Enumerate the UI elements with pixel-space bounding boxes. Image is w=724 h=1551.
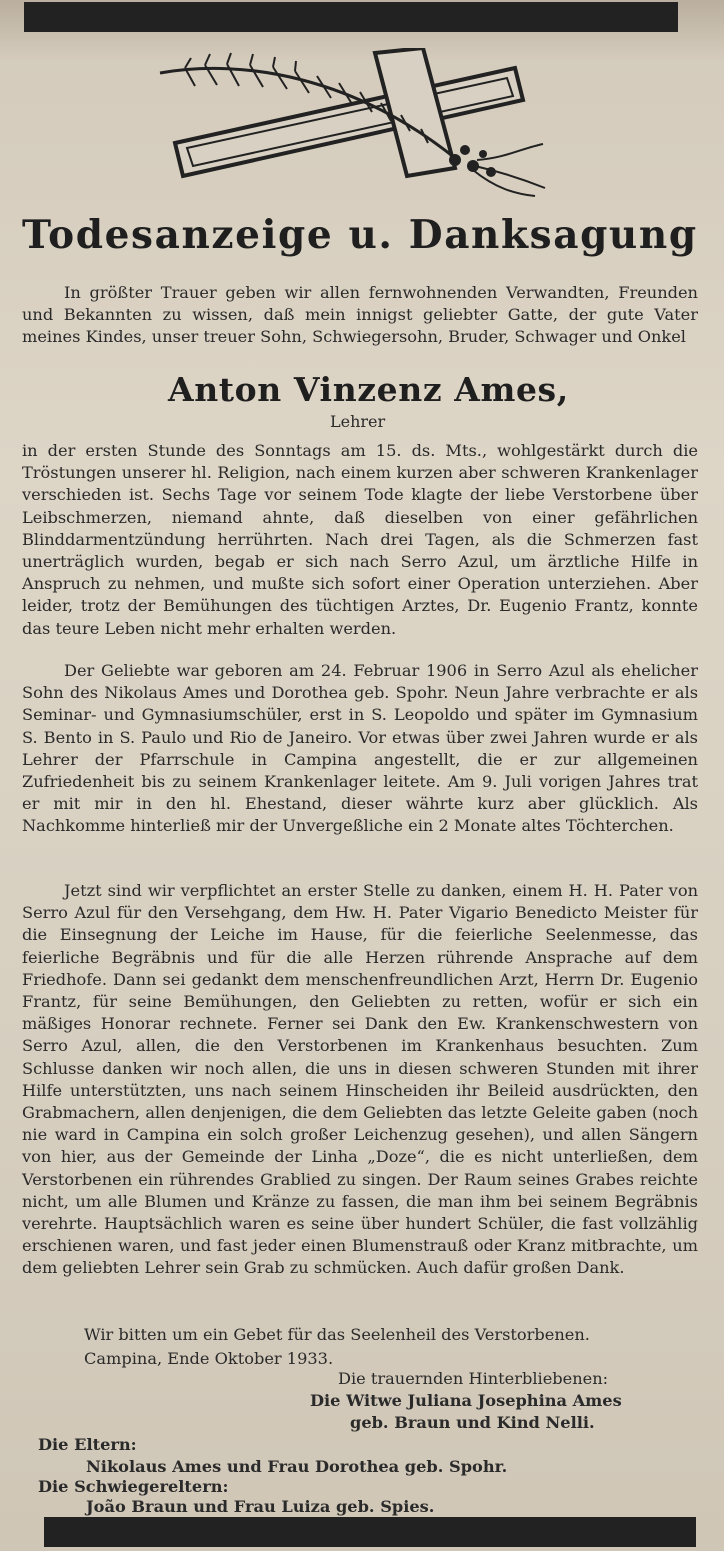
biography-paragraph: Der Geliebte war geboren am 24. Februar 1906 in Serro Azul als ehelicher Sohn des Nikolaus Ames und Dorothea geb. Spohr. Neun Jahre verbrachte er als Seminar- und Gymnasiumschüler, erst in S. Leopoldo und später im Gymnasium S. Bento in S. Paulo und Rio de Janeiro. Vor etwas über zwei Jahren wurde er als Lehrer der Pfarrschule in Campina angestellt, die er zur allgemeinen Zufriedenheit bis zu seinem Krankenlager leitete. Am 9. Juli vorigen Jahres trat er mit mir in den hl. Ehestand, dieser währte kurz aber glücklich. Als Nachkomme hinterließ mir der Unvergeßliche ein 2 Monate altes Töchterchen.: [22, 661, 698, 836]
in-laws-heading: Die Schwiegereltern:: [38, 1477, 229, 1496]
parents-heading: Die Eltern:: [38, 1435, 137, 1454]
mourners-heading: Die trauernden Hinterbliebenen:: [338, 1369, 609, 1388]
thanks-paragraph: Jetzt sind wir verpflichtet an erster Stelle zu danken, einem H. H. Pater von Serro Azul für den Versehgang, dem Hw. H. Pater Vigario Benedicto Meister für die Einsegnung der Leiche im Hause, für die feierliche Seelenmesse, das feierliche Begräbnis und für die alle Herzen rührende Ansprache auf dem Friedhofe. Dann sei gedankt dem menschenfreundlichen Arzt, Herrn Dr. Eugenio Frantz, für seine Bemühungen, den Geliebten zu retten, wofür er sich ein mäßiges Honorar rechnete. Ferner sei Dank den Ew. Krankenschwestern von Serro Azul, allen, die den Verstorbenen im Krankenhaus besuchten. Zum Schlusse danken wir noch allen, die uns in diesen schweren Stunden mit ihrer Hilfe unterstützten, uns nach seinem Hinscheiden ihr Beileid ausdrückten, den Grabmachern, allen denjenigen, die dem Geliebten das letzte Geleite gaben (noch nie ward in Campina ein solch großer Leichenzug gesehen), und allen Sängern von hier, aus der Gemeinde der Linha „Doze“, die es nicht unterließen, dem Verstorbenen ein rührendes Grablied zu singen. Der Raum seines Grabes reichte nicht, um alle Blumen und Kränze zu fassen, die man ihm bei seinem Begräbnis verehrte. Hauptsächlich waren es seine über hundert Schüler, die fast vollzählig erschienen waren, und fast jeder einen Blumenstrauß oder Kranz mitbrachte, um dem geliebten Lehrer sein Grab zu schmücken. Auch dafür großen Dank.: [22, 881, 698, 1278]
place-date: Campina, Ende Oktober 1933.: [84, 1349, 334, 1368]
in-laws-names: João Braun und Frau Luiza geb. Spies.: [86, 1497, 435, 1516]
top-mourning-rule: [24, 2, 678, 32]
page-title: Todesanzeige u. Danksagung: [22, 212, 698, 258]
intro-paragraph: In größter Trauer geben wir allen fernwohnenden Verwandten, Freunden und Bekannten zu wissen, daß mein innigst geliebter Gatte, der gute Vater meines Kindes, unser treuer Sohn, Schwiegersohn, Bruder, Schwager und Onkel: [22, 283, 698, 347]
cross-and-palm-icon: [155, 48, 550, 198]
death-paragraph: in der ersten Stunde des Sonntags am 15. ds. Mts., wohlgestärkt durch die Tröstungen unserer hl. Religion, nach einem kurzen aber schweren Krankenlager verschieden ist. Sechs Tage vor seinem Tode klagte der liebe Verstorbene über Leibschmerzen, niemand ahnte, daß dieselben von einer gefährlichen Blinddarmentzündung herrührten. Nach drei Tagen, als die Schmerzen fast unerträglich wurden, begab er sich nach Serro Azul, um ärztliche Hilfe in Anspruch zu nehmen, und mußte sich sofort einer Operation unterziehen. Aber leider, trotz der Bemühungen des tüchtigen Arztes, Dr. Eugenio Frantz, konnte das teure Leben nicht mehr erhalten werden.: [22, 441, 698, 638]
prayer-request: Wir bitten um ein Gebet für das Seelenheil des Verstorbenen.: [84, 1325, 590, 1344]
deceased-occupation: Lehrer: [330, 412, 386, 431]
widow-line-2: geb. Braun und Kind Nelli.: [350, 1413, 595, 1432]
widow-line-1: Die Witwe Juliana Josephina Ames: [310, 1391, 622, 1410]
bottom-mourning-rule: [44, 1517, 696, 1547]
parents-names: Nikolaus Ames und Frau Dorothea geb. Spohr.: [86, 1457, 508, 1476]
deceased-name: Anton Vinzenz Ames,: [168, 370, 569, 409]
